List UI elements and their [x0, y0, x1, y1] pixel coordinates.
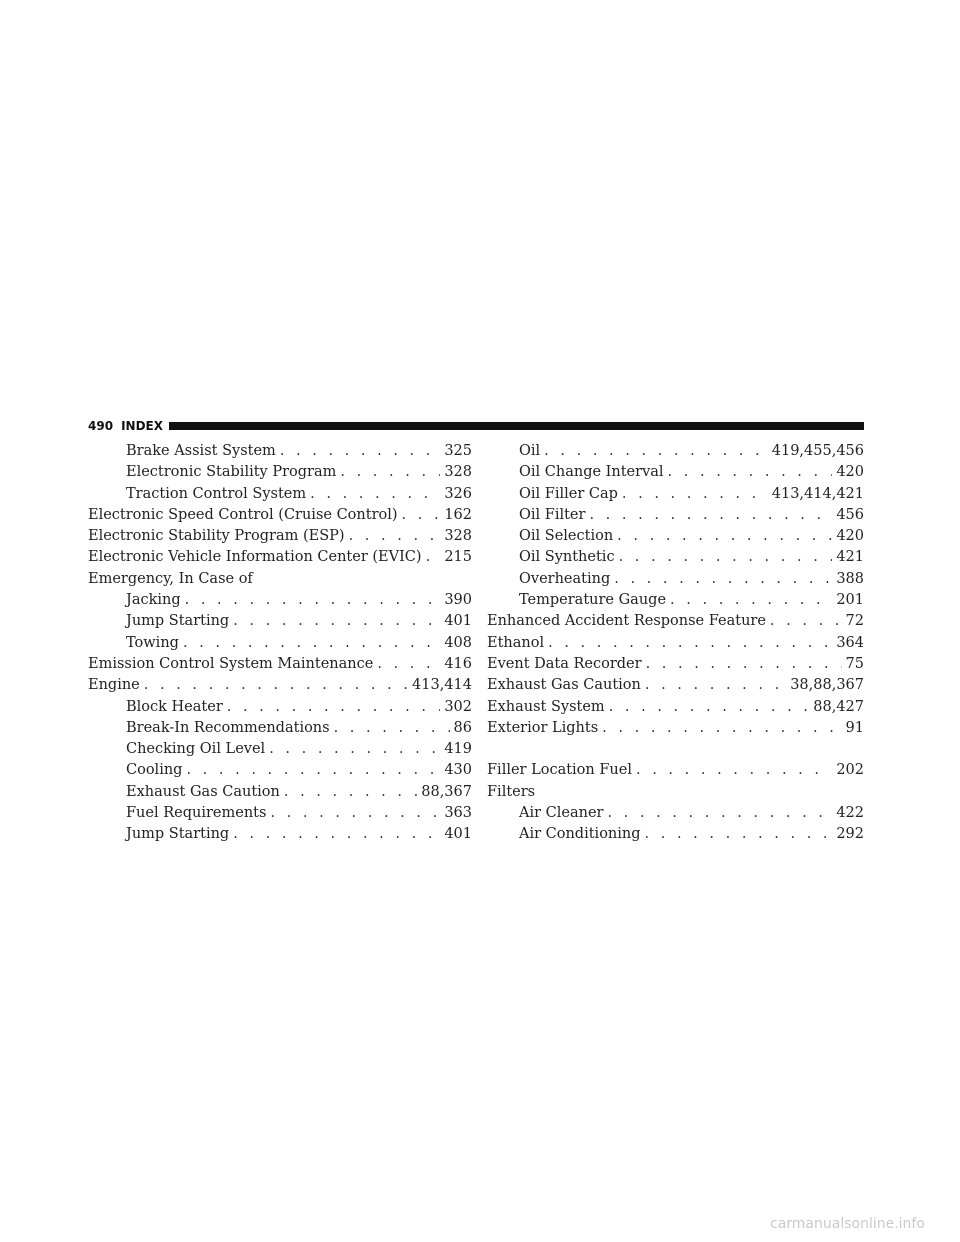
index-term: Block Heater	[126, 698, 223, 715]
index-term: Oil Filter	[519, 506, 586, 523]
index-term: Emission Control System Maintenance	[88, 655, 374, 672]
watermark: carmanualsonline.info	[770, 1216, 925, 1232]
index-term: Jump Starting	[126, 613, 230, 630]
index-page-refs: 413,414	[412, 677, 472, 694]
index-spacer	[487, 739, 864, 760]
index-page-refs: 86	[453, 719, 472, 736]
section-title: INDEX	[121, 419, 163, 433]
index-page-refs: 364	[836, 634, 864, 651]
dot-leader	[426, 547, 441, 568]
index-entry	[487, 484, 864, 505]
dot-leader	[636, 760, 832, 781]
dot-leader	[144, 675, 408, 696]
index-page-refs: 88,367	[421, 783, 472, 800]
index-page-refs: 401	[444, 826, 472, 843]
index-page-refs: 72	[845, 613, 864, 630]
index-entry	[88, 505, 472, 526]
index-entry	[487, 633, 864, 654]
index-term: Jump Starting	[126, 826, 230, 843]
index-term: Exhaust Gas Caution	[487, 677, 641, 694]
dot-leader	[233, 611, 440, 632]
index-term: Oil Selection	[519, 528, 614, 545]
dot-leader	[284, 782, 417, 803]
index-term: Cooling	[126, 762, 183, 779]
index-term: Oil Synthetic	[519, 549, 615, 566]
index-term: Jacking	[126, 592, 181, 609]
index-entry	[88, 611, 472, 632]
index-term: Ethanol	[487, 634, 545, 651]
index-column-right	[487, 441, 864, 846]
dot-leader	[183, 633, 440, 654]
index-term: Oil Change Interval	[519, 464, 664, 481]
index-page-refs: 75	[845, 655, 864, 672]
index-entry	[88, 803, 472, 824]
index-entry	[487, 803, 864, 824]
index-page-refs: 325	[444, 443, 472, 459]
index-page-refs: 162	[444, 506, 472, 523]
index-page-refs: 408	[444, 634, 472, 651]
index-term: Air Cleaner	[519, 805, 604, 822]
index-entry	[88, 739, 472, 760]
dot-leader	[770, 611, 842, 632]
dot-leader	[617, 526, 832, 547]
dot-leader	[269, 739, 440, 760]
index-term: Electronic Stability Program (ESP)	[88, 528, 345, 545]
index-page-refs: 390	[444, 592, 472, 609]
index-page-refs: 363	[444, 805, 472, 822]
index-page-refs: 422	[836, 805, 864, 822]
index-page-refs: 419,455,456	[771, 443, 864, 459]
index-term: Electronic Stability Program	[126, 464, 337, 481]
index-term: Break-In Recommendations	[126, 719, 330, 736]
dot-leader	[270, 803, 440, 824]
index-entry	[88, 824, 472, 845]
index-column-left	[88, 441, 472, 846]
index-page-refs: 202	[836, 762, 864, 779]
dot-leader	[589, 505, 832, 526]
dot-leader	[377, 654, 440, 675]
index-entry	[88, 526, 472, 547]
index-entry	[88, 718, 472, 739]
index-page-refs: 91	[845, 719, 864, 736]
index-entry	[88, 547, 472, 568]
index-term: Oil	[519, 443, 541, 459]
index-entry	[88, 441, 472, 462]
index-entry	[88, 590, 472, 611]
dot-leader	[645, 675, 786, 696]
index-term: Air Conditioning	[519, 826, 641, 843]
dot-leader	[602, 718, 841, 739]
index-page-refs: 326	[444, 485, 472, 502]
index-page-refs: 420	[836, 464, 864, 481]
dot-leader	[548, 633, 832, 654]
index-entry	[487, 526, 864, 547]
index-page-refs: 302	[444, 698, 472, 715]
dot-leader	[310, 484, 440, 505]
index-entry	[88, 462, 472, 483]
index-entry	[487, 569, 864, 590]
page-number: 490	[88, 419, 114, 433]
index-page-refs: 416	[444, 655, 472, 672]
index-term: Traction Control System	[126, 485, 307, 502]
header-rule	[169, 422, 864, 430]
dot-leader	[334, 718, 450, 739]
dot-leader	[646, 654, 842, 675]
index-entry	[487, 590, 864, 611]
index-entry	[487, 654, 864, 675]
index-term: Exhaust System	[487, 698, 605, 715]
index-entry	[88, 760, 472, 781]
dot-leader	[645, 824, 833, 845]
dot-leader	[544, 441, 768, 462]
index-entry	[88, 782, 472, 803]
index-page-refs: 456	[836, 506, 864, 523]
dot-leader	[185, 590, 441, 611]
index-page-refs: 201	[836, 592, 864, 609]
page-header	[88, 417, 864, 435]
dot-leader	[280, 441, 441, 462]
index-entry	[487, 462, 864, 483]
dot-leader	[609, 697, 810, 718]
index-page-refs: 420	[836, 528, 864, 545]
index-page-refs: 413,414,421	[771, 485, 864, 502]
index-term: Enhanced Accident Response Feature	[487, 613, 766, 630]
index-term: Filler Location Fuel	[487, 762, 632, 779]
index-entry	[487, 824, 864, 845]
dot-leader	[402, 505, 441, 526]
index-entry	[487, 760, 864, 781]
dot-leader	[233, 824, 440, 845]
index-term: Electronic Speed Control (Cruise Control)	[88, 506, 398, 523]
index-page-refs: 88,427	[813, 698, 864, 715]
index-term: Overheating	[519, 570, 611, 587]
index-term: Fuel Requirements	[126, 805, 267, 822]
index-entry	[487, 782, 864, 803]
index-entry	[88, 654, 472, 675]
dot-leader	[607, 803, 832, 824]
index-entry	[487, 675, 864, 696]
index-page-refs: 215	[444, 549, 472, 566]
index-page-refs: 328	[444, 464, 472, 481]
index-term: Exhaust Gas Caution	[126, 783, 280, 800]
index-page-refs: 38,88,367	[790, 677, 864, 694]
index-term: Electronic Vehicle Information Center (EVIC)	[88, 549, 422, 566]
index-entry	[487, 718, 864, 739]
index-entry	[487, 547, 864, 568]
dot-leader	[622, 484, 768, 505]
index-term: Oil Filler Cap	[519, 485, 618, 502]
dot-leader	[186, 760, 440, 781]
index-term: Brake Assist System	[126, 443, 276, 459]
index-term: Temperature Gauge	[519, 592, 667, 609]
index-page-refs: 430	[444, 762, 472, 779]
index-term: Filters	[487, 783, 536, 800]
index-term: Towing	[126, 634, 179, 651]
index-page-refs: 388	[836, 570, 864, 587]
index-term: Checking Oil Level	[126, 741, 266, 758]
dot-leader	[668, 462, 833, 483]
dot-leader	[227, 697, 441, 718]
index-term: Engine	[88, 677, 140, 694]
dot-leader	[670, 590, 832, 611]
index-entry	[88, 484, 472, 505]
dot-leader	[349, 526, 441, 547]
index-term: Emergency, In Case of	[88, 570, 253, 587]
index-entry	[487, 697, 864, 718]
index-page-refs: 419	[444, 741, 472, 758]
index-page-refs: 421	[836, 549, 864, 566]
dot-leader	[340, 462, 440, 483]
index-entry	[487, 611, 864, 632]
index-entry	[88, 569, 472, 590]
index-entry	[487, 505, 864, 526]
dot-leader	[614, 569, 832, 590]
index-entry	[88, 697, 472, 718]
index-page-refs: 328	[444, 528, 472, 545]
index-page-refs: 292	[836, 826, 864, 843]
dot-leader	[619, 547, 833, 568]
index-term: Event Data Recorder	[487, 655, 642, 672]
index-entry	[88, 675, 472, 696]
index-term: Exterior Lights	[487, 719, 599, 736]
index-page-refs: 401	[444, 613, 472, 630]
index-entry	[487, 441, 864, 462]
index-entry	[88, 633, 472, 654]
